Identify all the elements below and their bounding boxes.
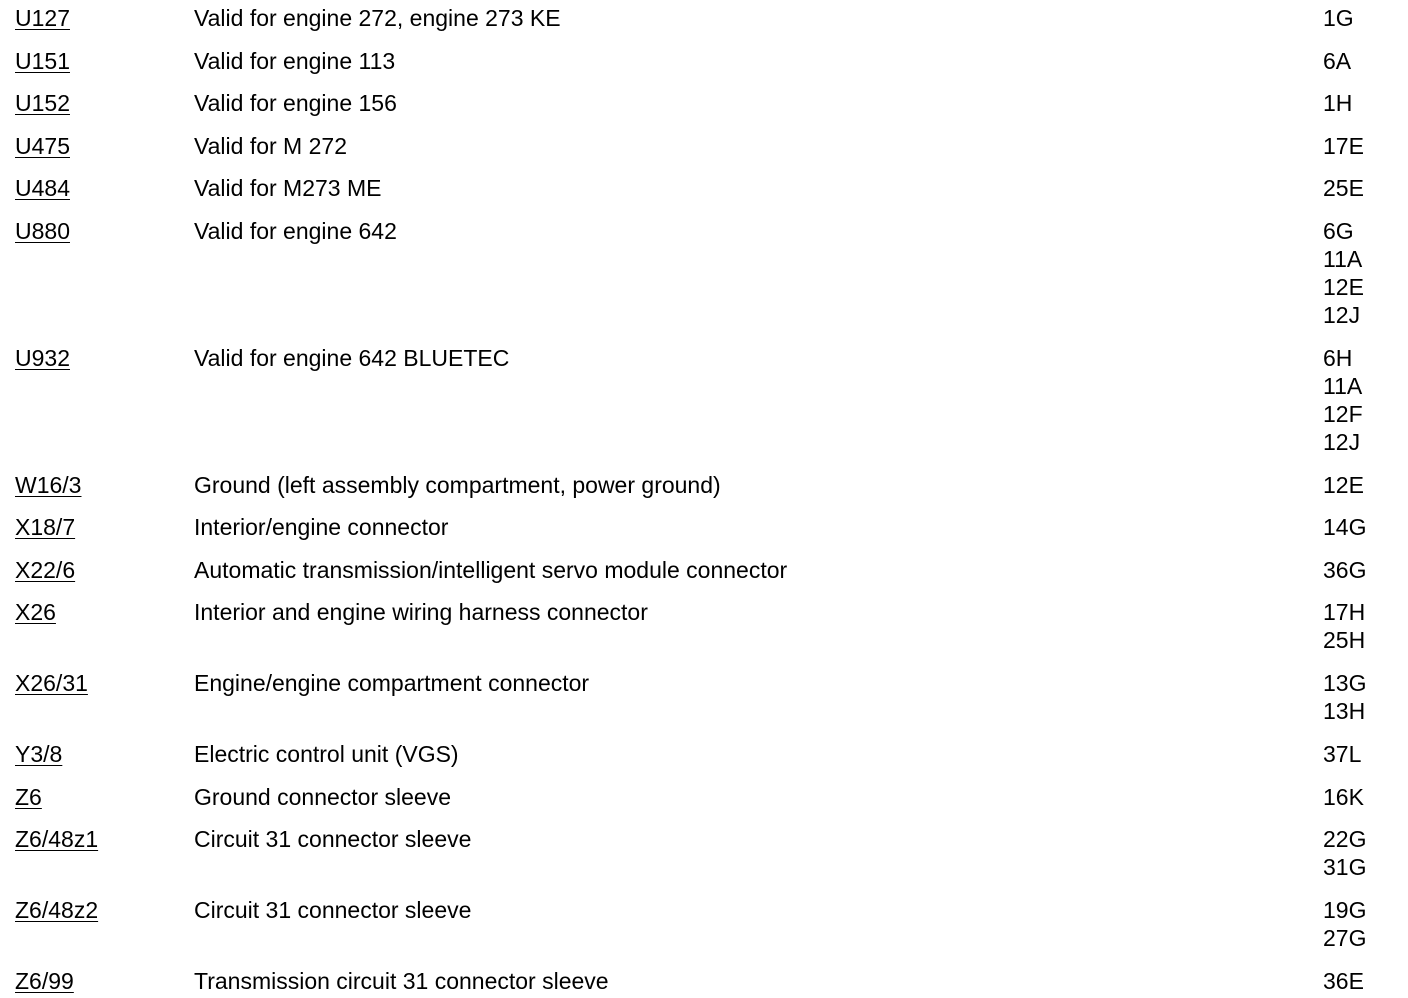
component-description: Valid for M 272 — [194, 132, 347, 159]
component-description: Circuit 31 connector sleeve — [194, 897, 472, 923]
component-description: Ground connector sleeve — [194, 783, 451, 810]
grid-location-list — [1323, 556, 1366, 584]
component-description: Valid for M273 ME — [194, 175, 382, 201]
grid-location-list — [1323, 217, 1364, 329]
component-description: Interior/engine connector — [194, 514, 449, 540]
component-description: Valid for engine 156 — [194, 90, 397, 116]
component-code-link[interactable]: Z6 — [15, 783, 42, 810]
component-code-link[interactable]: Z6/48z2 — [15, 897, 99, 923]
grid-location-list — [1323, 598, 1365, 654]
grid-location-list — [1323, 740, 1361, 768]
component-code-link[interactable]: U127 — [15, 5, 70, 31]
grid-location: 12J — [1323, 428, 1361, 455]
component-description: Ground (left assembly compartment, power ground) — [194, 471, 721, 498]
grid-location: 19G — [1323, 897, 1367, 923]
grid-location: 25E — [1323, 175, 1364, 201]
grid-location: 17H — [1323, 599, 1366, 625]
grid-location-list — [1323, 471, 1364, 499]
grid-location: 14G — [1323, 514, 1367, 540]
grid-location: 12E — [1323, 273, 1364, 300]
grid-location: 16K — [1323, 783, 1364, 810]
grid-location: 13G — [1323, 670, 1367, 696]
grid-location: 37L — [1323, 741, 1362, 767]
component-code-link[interactable]: U484 — [15, 175, 70, 201]
component-code-link[interactable]: U880 — [15, 217, 70, 244]
component-code-link[interactable]: Y3/8 — [15, 741, 63, 767]
component-description: Valid for engine 642 BLUETEC — [194, 344, 510, 371]
grid-location: 27G — [1323, 925, 1367, 951]
component-code-link[interactable]: X22/6 — [15, 556, 76, 583]
component-code-link[interactable]: U151 — [15, 47, 70, 74]
grid-location: 17E — [1323, 132, 1364, 159]
grid-location-list — [1323, 513, 1366, 541]
component-description: Valid for engine 272, engine 273 KE — [194, 5, 561, 31]
grid-location: 6A — [1323, 47, 1352, 74]
grid-location-list — [1323, 669, 1366, 725]
grid-location-list — [1323, 344, 1363, 456]
grid-location: 36E — [1323, 968, 1364, 994]
component-code-link[interactable]: U932 — [15, 344, 70, 371]
component-description: Electric control unit (VGS) — [194, 741, 459, 767]
grid-location-list — [1323, 783, 1364, 811]
grid-location: 1G — [1323, 5, 1354, 31]
component-code-link[interactable]: U475 — [15, 132, 70, 159]
grid-location: 31G — [1323, 854, 1367, 880]
grid-location: 6G — [1323, 217, 1354, 244]
grid-location-list — [1323, 4, 1354, 32]
grid-location: 12F — [1323, 400, 1363, 427]
grid-location: 13H — [1323, 698, 1366, 724]
grid-location-list — [1323, 825, 1366, 881]
grid-location-list — [1323, 89, 1352, 117]
component-description: Engine/engine compartment connector — [194, 670, 590, 696]
grid-location: 6H — [1323, 344, 1353, 371]
component-code-link[interactable]: X26/31 — [15, 670, 88, 696]
grid-location-list — [1323, 47, 1351, 75]
component-code-link[interactable]: Z6/48z1 — [15, 826, 99, 852]
grid-location: 25H — [1323, 627, 1366, 653]
grid-location: 12J — [1323, 301, 1361, 328]
grid-location: 11A — [1323, 372, 1363, 399]
component-description: Automatic transmission/intelligent servo module connector — [194, 556, 788, 583]
grid-location: 12E — [1323, 471, 1364, 498]
grid-location-list — [1323, 896, 1366, 952]
component-description: Circuit 31 connector sleeve — [194, 826, 472, 852]
grid-location-list — [1323, 132, 1364, 160]
grid-location: 36G — [1323, 556, 1367, 583]
grid-location: 1H — [1323, 90, 1353, 116]
component-description: Valid for engine 113 — [194, 47, 396, 74]
component-code-link[interactable]: W16/3 — [15, 471, 82, 498]
component-description: Interior and engine wiring harness connector — [194, 599, 648, 625]
component-code-link[interactable]: U152 — [15, 90, 70, 116]
component-description: Transmission circuit 31 connector sleeve — [194, 968, 609, 994]
component-code-link[interactable]: X18/7 — [15, 514, 76, 540]
grid-location: 11A — [1323, 245, 1363, 272]
component-code-link[interactable]: Z6/99 — [15, 968, 74, 994]
grid-location-list — [1323, 174, 1364, 202]
component-description: Valid for engine 642 — [194, 217, 397, 244]
grid-location-list — [1323, 967, 1364, 995]
grid-location: 22G — [1323, 826, 1367, 852]
component-code-link[interactable]: X26 — [15, 599, 56, 625]
